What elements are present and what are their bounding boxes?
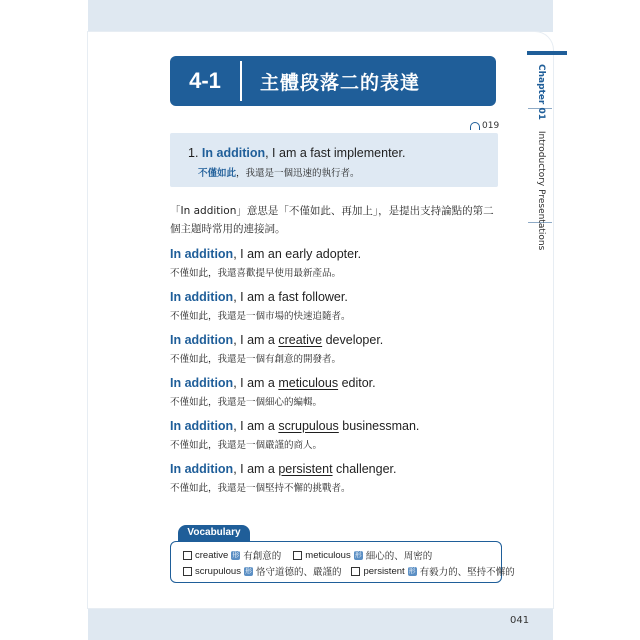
- item-phrase: In addition: [170, 290, 234, 304]
- example-phrase: In addition: [201, 146, 266, 160]
- example-sentence: [188, 146, 405, 160]
- chapter-label: Chapter 01: [536, 64, 546, 121]
- item-text: , I am a: [233, 419, 279, 433]
- list-item: [170, 247, 500, 279]
- section-title: 主體段落二的表達: [260, 71, 421, 94]
- vocab-word: persistent: [363, 565, 405, 577]
- item-translation: 不僅如此，我還是一個市場的快速追隨者。: [170, 311, 351, 322]
- item-keyword: meticulous: [278, 376, 339, 390]
- chapter-subtitle: Introductory Presentations: [536, 130, 546, 251]
- item-keyword: persistent: [278, 462, 333, 476]
- pos-badge: 形: [408, 566, 416, 575]
- checkbox[interactable]: [293, 551, 302, 560]
- item-keyword: creative: [278, 333, 323, 347]
- section-number: 4-1: [189, 68, 221, 93]
- item-translation: 不僅如此，我還是一個細心的編輯。: [170, 397, 323, 408]
- item-translation: 不僅如此，我還是一個堅持不懈的挑戰者。: [170, 483, 351, 494]
- vocab-meaning: 有毅力的、堅持不懈的: [419, 567, 515, 578]
- pos-badge: 形: [244, 566, 252, 575]
- checkbox[interactable]: [183, 567, 192, 576]
- item-keyword: scrupulous: [278, 419, 339, 433]
- item-text: , I am an early adopter.: [233, 247, 362, 261]
- example-translation: [198, 165, 360, 179]
- item-phrase: In addition: [170, 247, 234, 261]
- track-number: 019: [482, 121, 500, 131]
- audio-track[interactable]: [470, 121, 499, 131]
- item-text-end: businessman.: [338, 419, 420, 433]
- item-phrase: In addition: [170, 419, 234, 433]
- pos-badge: 形: [354, 550, 362, 559]
- checkbox[interactable]: [351, 567, 360, 576]
- item-text: , I am a: [233, 462, 279, 476]
- top-band: [88, 0, 553, 32]
- chapter-side-label: [536, 64, 546, 250]
- item-text-end: developer.: [322, 333, 384, 347]
- list-item: [170, 333, 500, 365]
- vocab-meaning: 細心的、周密的: [365, 551, 433, 562]
- example-zh-phrase: 不僅如此: [198, 168, 237, 179]
- item-text-end: challenger.: [332, 462, 397, 476]
- checkbox[interactable]: [183, 551, 192, 560]
- example-num: 1.: [188, 146, 199, 160]
- item-translation: 不僅如此，我還喜歡提早使用最新產品。: [170, 268, 342, 279]
- vocab-meaning: 有創意的: [243, 551, 282, 562]
- vocab-word: meticulous: [305, 549, 351, 561]
- example-rest: , I am a fast implementer.: [265, 146, 406, 160]
- list-item: [170, 462, 500, 494]
- example-zh-rest: ，我還是一個迅速的執行者。: [236, 168, 360, 179]
- item-text: , I am a: [233, 333, 279, 347]
- section-header: [170, 56, 496, 106]
- page-number: 041: [510, 615, 530, 626]
- example-box: [170, 133, 498, 187]
- vocab-row: [183, 564, 515, 578]
- item-text: , I am a fast follower.: [233, 290, 348, 304]
- item-translation: 不僅如此，我還是一個有創意的開發者。: [170, 354, 342, 365]
- list-item: [170, 419, 500, 451]
- bottom-band: [88, 608, 553, 640]
- item-phrase: In addition: [170, 333, 234, 347]
- item-text-end: editor.: [338, 376, 376, 390]
- explanation-text: 「In addition」意思是「不僅如此、再加上」，是提出支持論點的第二個主題時常用的連接詞。: [170, 205, 494, 235]
- vocab-meaning: 恪守道德的、嚴謹的: [255, 567, 342, 578]
- item-text: , I am a: [233, 376, 279, 390]
- list-item: [170, 376, 500, 408]
- pos-badge: 形: [232, 550, 240, 559]
- vocab-word: scrupulous: [195, 565, 241, 577]
- vocabulary-tag: Vocabulary: [178, 525, 250, 541]
- vocab-word: creative: [195, 549, 229, 561]
- list-item: [170, 290, 500, 322]
- item-phrase: In addition: [170, 462, 234, 476]
- headphones-icon: [470, 122, 480, 130]
- item-translation: 不僅如此，我還是一個嚴謹的商人。: [170, 440, 323, 451]
- vocabulary-box: [170, 541, 515, 583]
- chapter-side-tab: [513, 51, 553, 221]
- side-tab-bar: [527, 51, 567, 55]
- vocab-row: [183, 548, 432, 562]
- item-phrase: In addition: [170, 376, 234, 390]
